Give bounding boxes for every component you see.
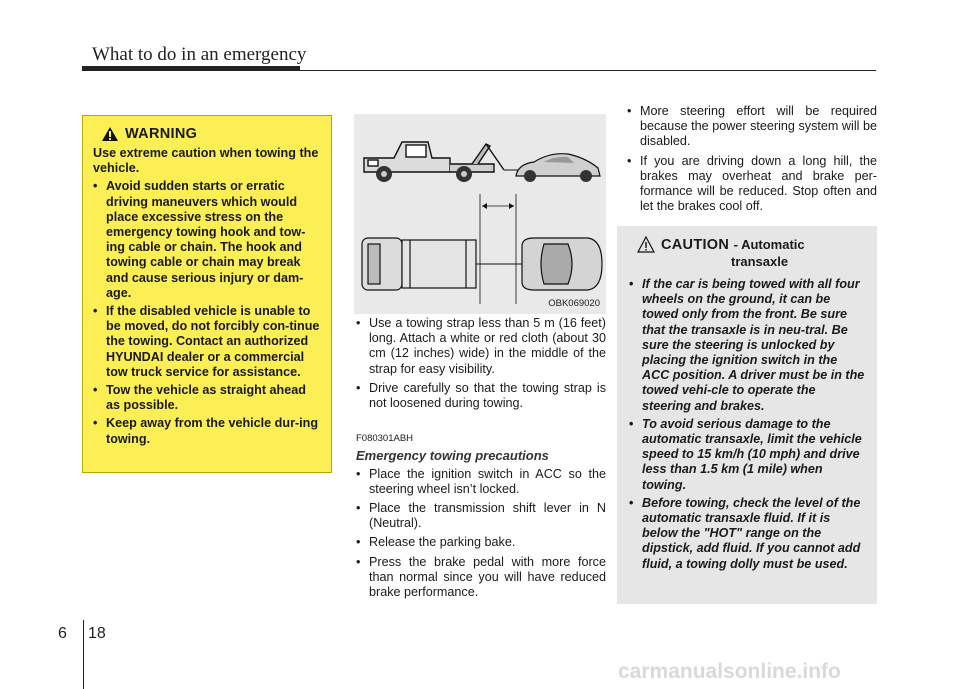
illustration-code: OBK069020 <box>548 298 600 309</box>
precautions-list <box>356 467 606 601</box>
list-item: • Place the transmission shift lever in N (Neutral). <box>356 501 606 531</box>
caution-triangle-icon <box>637 236 655 253</box>
caution-item: • Before towing, check the level of the automatic transaxle fluid. If it is below the "HOT" range on the dipstick, add fluid. If you cannot add fluid, a towing dolly must be used. <box>629 496 867 572</box>
warning-item: • If the disabled vehicle is unable to be moved, do not forcibly con-tinue the towing. Contact an authorized HYUNDAI dealer or a commercial tow truck service for assistance. <box>93 304 321 380</box>
tow-truck-top-view <box>362 238 476 290</box>
caution-list <box>629 277 867 572</box>
warning-title: WARNING <box>125 126 198 142</box>
warning-triangle-icon <box>101 126 119 142</box>
warning-item: • Tow the vehicle as straight ahead as possible. <box>93 383 321 413</box>
caution-box <box>617 226 877 604</box>
chapter-number: 6 <box>58 625 67 642</box>
warning-item: • Avoid sudden starts or erratic driving maneuvers which would place excessive stress on the emergency towing hook and tow-ing cable or chain. The hook and towing cable or chain may break and cause serious injury or dam-age. <box>93 179 321 301</box>
truck-wheel <box>381 171 387 177</box>
warning-intro: Use extreme caution when towing the vehicle. <box>93 146 319 176</box>
caution-item: • If the car is being towed with all four wheels on the ground, it can be towed only from the front. Be sure that the transaxle is in neu-tral. Be sure the steering is unlocked by placing the ignition switch in the ACC position. A driver must be in the towed vehi-cle to operate the steering and brakes. <box>629 277 867 414</box>
list-item: • Use a towing strap less than 5 m (16 feet) long. Attach a white or red cloth (about 30 cm (12 inches) wide) in the middle of the strap for easy visibility. <box>356 316 606 377</box>
warning-box <box>82 115 332 473</box>
steering-brake-list <box>627 104 877 214</box>
towing-strap-list <box>356 316 606 411</box>
towing-illustration <box>354 114 606 314</box>
middle-column <box>356 316 606 604</box>
towed-car-side-view <box>516 154 600 182</box>
tow-truck-diagram <box>354 114 606 314</box>
list-item: • More steering effort will be required because the power steering system will be disabled. <box>627 104 877 150</box>
warning-list <box>93 179 321 446</box>
towed-car-top-view <box>522 238 602 290</box>
footer-divider <box>83 620 84 689</box>
warning-header <box>101 126 321 142</box>
caution-subtitle-2: transaxle <box>731 254 789 269</box>
warning-item: • Keep away from the vehicle dur-ing towing. <box>93 416 321 446</box>
truck-wheel <box>461 171 467 177</box>
section-heading: Emergency towing precautions <box>356 448 549 464</box>
caution-item: • To avoid serious damage to the automatic transaxle, limit the vehicle speed to 15 km/h (10 mph) and drive less than 1.5 km (1 mile) when towing. <box>629 417 867 493</box>
section-code: F080301ABH <box>356 433 414 445</box>
page-header-title: What to do in an emergency <box>92 44 307 65</box>
page-number: 18 <box>88 625 106 642</box>
right-column <box>627 104 877 218</box>
caution-title: CAUTION <box>661 237 730 253</box>
caution-subtitle: - Automatic <box>733 237 805 252</box>
list-item: • Press the brake pedal with more force than normal since you will have reduced brake performance. <box>356 555 606 601</box>
list-item: • Release the parking bake. <box>356 535 606 550</box>
header-rule-thin <box>82 70 876 71</box>
caution-header <box>637 236 867 269</box>
list-item: • Place the ignition switch in ACC so the steering wheel isn’t locked. <box>356 467 606 497</box>
list-item: • If you are driving down a long hill, the brakes may overheat and brake per-formance will be reduced. Stop often and let the brakes cool off. <box>627 154 877 215</box>
list-item: • Drive carefully so that the towing strap is not loosened during towing. <box>356 381 606 411</box>
watermark: carmanualsonline.info <box>618 660 841 683</box>
